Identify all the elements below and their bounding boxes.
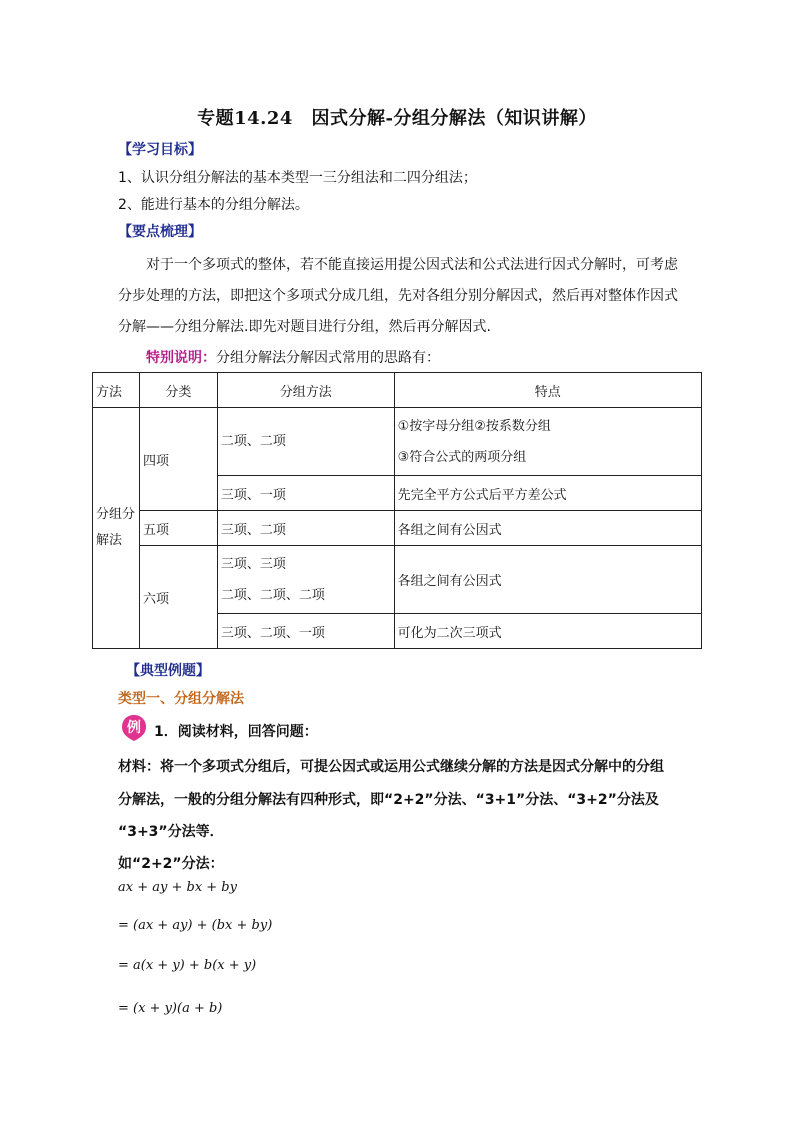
- header-grouping: 分组方法: [217, 373, 394, 408]
- feature-text: ①按字母分组②按系数分组: [397, 418, 551, 434]
- math-line-3: = a(x + y) + b(x + y): [118, 958, 257, 973]
- category-four: 四项: [139, 408, 217, 511]
- table-row: [93, 408, 702, 476]
- math-line-4: = (x + y)(a + b): [118, 1001, 223, 1016]
- math-line-1: ax + ay + bx + by: [118, 880, 237, 895]
- special-note-text: 分组分解法分解因式常用的思路有：: [216, 350, 440, 366]
- feature-cell: [394, 408, 701, 476]
- points-heading: 【要点梳理】: [118, 224, 202, 240]
- material-line-2: 分解法，一般的分组分解法有四种形式，即“2+2”分法、“3+1”分法、“3+2”分法及: [118, 792, 659, 808]
- table-row: [93, 546, 702, 614]
- category-six: 六项: [139, 546, 217, 649]
- intro-2plus2: 如“2+2”分法：: [118, 856, 224, 872]
- feature-cell: 先完全平方公式后平方差公式: [394, 476, 701, 511]
- example-badge-text: 例: [127, 720, 141, 736]
- points-paragraph: 对于一个多项式的整体，若不能直接运用提公因式法和公式法进行因式分解时，可考虑分步处理的方法，即把这个多项式分成几组，先对各组分别分解因式，然后再对整体作因式分解——分组分解法.即先对题目进行分组，然后再分解因式.: [118, 257, 678, 335]
- feature-cell: 各组之间有公因式: [394, 546, 701, 614]
- material-line-3: “3+3”分法等．: [118, 824, 224, 840]
- grouping-cell: 三项、二项、一项: [217, 614, 394, 649]
- goal-1: 1、认识分组分解法的基本类型一三分组法和二四分组法；: [118, 170, 477, 186]
- special-note: [146, 347, 440, 367]
- material-line-1: 材料：将一个多项式分组后，可提公因式或运用公式继续分解的方法是因式分解中的分组: [118, 759, 664, 775]
- header-feature: 特点: [394, 373, 701, 408]
- grouping-cell: [217, 546, 394, 614]
- feature-cell: 可化为二次三项式: [394, 614, 701, 649]
- goals-heading: 【学习目标】: [118, 142, 202, 158]
- grouping-text: 二项、二项: [220, 434, 286, 449]
- goal-2: 2、能进行基本的分组分解法。: [118, 197, 309, 213]
- header-method: 方法: [93, 373, 140, 408]
- table-row: [93, 511, 702, 546]
- example-badge: [121, 713, 147, 743]
- category-five: 五项: [139, 511, 217, 546]
- table-header-row: [93, 373, 702, 408]
- question-1: 1．阅读材料，回答问题：: [154, 724, 318, 740]
- examples-heading: 【典型例题】: [126, 663, 210, 679]
- math-line-2: = (ax + ay) + (bx + by): [118, 918, 273, 933]
- grouping-cell: 三项、二项: [217, 511, 394, 546]
- special-note-label: 特别说明：: [146, 350, 216, 366]
- grouping-cell: 三项、一项: [217, 476, 394, 511]
- grouping-text: 二项、二项、二项: [220, 587, 325, 603]
- methods-table: [92, 372, 702, 649]
- feature-cell: 各组之间有公因式: [394, 511, 701, 546]
- grouping-cell: [217, 408, 394, 476]
- method-name-cell: [93, 408, 140, 649]
- type-one-title: 类型一、分组分解法: [118, 691, 244, 707]
- feature-text: ③符合公式的两项分组: [397, 449, 527, 465]
- grouping-text: 三项、三项: [220, 556, 286, 572]
- page-title: 专题14.24 因式分解-分组分解法（知识讲解）: [197, 108, 597, 129]
- method-name: 分组分解法: [96, 507, 136, 548]
- header-category: 分类: [139, 373, 217, 408]
- example-badge-icon: [121, 713, 147, 743]
